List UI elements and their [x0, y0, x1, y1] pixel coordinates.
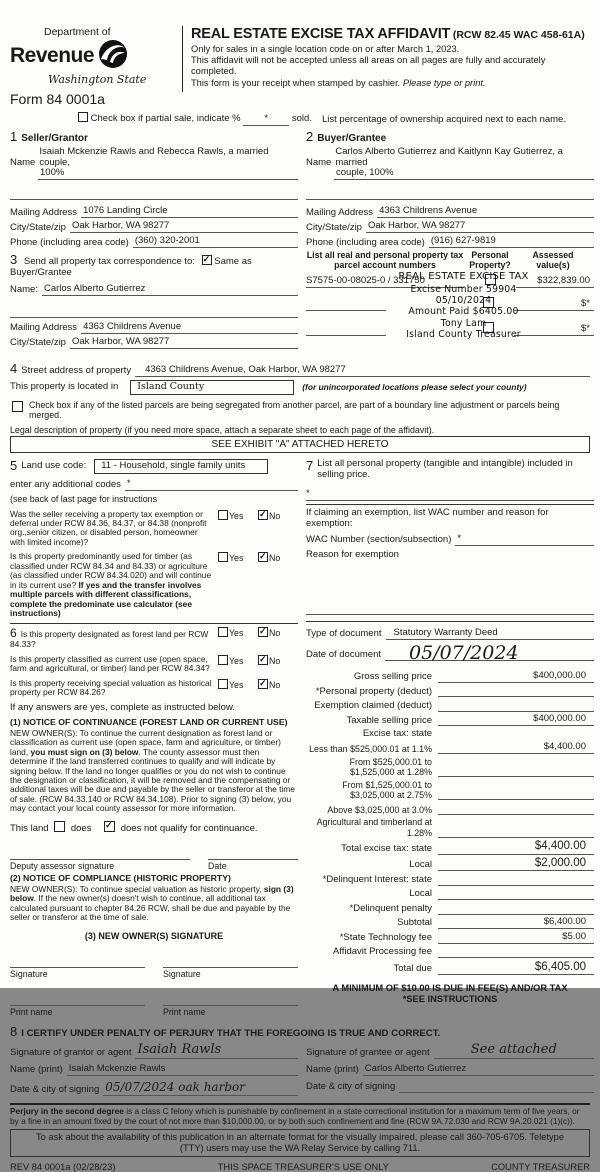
buyer-name-label: Name — [306, 156, 332, 168]
located-in-label: This property is located in — [10, 381, 119, 393]
assessed-value-1[interactable]: $322,839.00 — [516, 276, 594, 288]
date-of-document-value[interactable]: 05/07/2024 — [385, 646, 594, 661]
grantee-signature-value[interactable]: See attached — [434, 1043, 594, 1059]
tax-label-personal-deduct: *Personal property (deduct) — [315, 685, 432, 697]
grantor-printname-value[interactable]: Isaiah Mckenzie Rawls — [67, 1064, 298, 1076]
grantee-signature-label: Signature of grantee or agent — [306, 1047, 430, 1059]
tax-value-exemption-deduct[interactable] — [438, 700, 594, 712]
grantee-datecity-label: Date & city of signing — [306, 1081, 396, 1093]
stamp-line-1: REAL ESTATE EXCISE TAX — [398, 271, 529, 283]
type-of-document-value[interactable]: Statutory Warranty Deed — [386, 628, 594, 640]
buyer-name-line2[interactable]: couple, 100% — [334, 168, 594, 180]
buyer-name-line1[interactable]: Carlos Alberto Gutierrez and Kaitlynn Kay Gutierrez, a married — [335, 145, 563, 168]
stamp-line-2: Excise Number 59904 — [410, 283, 517, 295]
treasurer-use-label: THIS SPACE TREASURER'S USE ONLY — [217, 1161, 389, 1172]
seller-column — [10, 130, 298, 353]
no-label: No — [269, 627, 281, 638]
tax-computation-table — [306, 671, 594, 975]
historic-no-checkbox[interactable] — [258, 679, 268, 689]
does-not-label: does not qualify for continuance. — [120, 822, 258, 834]
tax-label-total-local: Local — [409, 859, 432, 871]
county-select[interactable]: Island County — [130, 380, 294, 395]
form-title-rcw: (RCW 82.45 WAC 458-61A) — [452, 29, 585, 41]
buyer-mailing-label: Mailing Address — [306, 206, 374, 218]
notice-compliance-title: (2) NOTICE OF COMPLIANCE (HISTORIC PROPERTY) — [10, 872, 231, 883]
section-1-number: 1 — [10, 128, 18, 144]
stamp-line-5: Tony Lam — [440, 317, 487, 329]
tax-label-delinq-interest-local: Local — [409, 888, 432, 900]
owner-signature-line-2[interactable] — [163, 955, 298, 968]
wac-number-field[interactable]: * — [455, 534, 594, 546]
taxcorr-city-label: City/State/zip — [10, 337, 66, 349]
buyer-mailing-value[interactable]: 4363 Childrens Avenue — [377, 206, 594, 218]
yes-label: Yes — [229, 627, 244, 638]
owner-signature-row — [10, 955, 298, 979]
buyer-column — [306, 130, 594, 353]
yes-label: Yes — [229, 510, 244, 521]
tax-label-tier4: Above $3,025,000 at 3.0% — [327, 804, 432, 815]
partial-sale-label: Check box if partial sale, indicate % — [90, 112, 241, 124]
historic-question: Is this property receiving special valuation as historical property per RCW 84.26? — [10, 677, 212, 698]
tax-value-total-local[interactable]: $2,000.00 — [438, 857, 594, 871]
exemption-no-checkbox[interactable] — [258, 510, 268, 520]
exemption-question: Was the seller receiving a property tax exemption or deferral under RCW 84.36, 84.37, or 84.38 (nonprofit org.,senior citizen, or disabled person, homeowner with limited income)? — [10, 508, 207, 547]
tax-label-tier2: From $525,000.01 to $1,525,000 at 1.28% — [349, 756, 432, 778]
minimum-due-note: A MINIMUM OF $10.00 IS DUE IN FEE(S) AND/OR TAX — [332, 983, 568, 994]
no-label: No — [269, 553, 281, 564]
tax-value-tier2[interactable] — [438, 765, 594, 777]
tax-value-tier3[interactable] — [438, 788, 594, 800]
notice-continuance-body: NEW OWNER(S): To continue the current designation as forest land or classification as current use (open space, farm and agriculture, or timber) land, you must sign on (3) below. The county assessor must then determine if the land transferred continues to qualify and will indicate by signing below. If the land no longer qualifies or you do not wish to continue the designation or classification, it will be removed and the compensating or additional taxes will be due and payable by the seller or transferor at the time of sale. (RCW 84.33.140 or RCW 84.34.108). Prior to signing (3) below, you may contact your local county assessor for more information. — [10, 727, 295, 814]
accessibility-notice: To ask about the availability of this publication in an alternate format for the visually impaired, please call 360-705-6705. Teletype (TTY) users may use the WA Relay Service by calling 711. — [10, 1129, 590, 1156]
taxcorr-mailing-label: Mailing Address — [10, 322, 78, 334]
street-address-label: Street address of property — [21, 365, 132, 377]
county-treasurer-label: COUNTY TREASURER — [491, 1161, 590, 1172]
see-back-note: (see back of last page for instructions — [10, 494, 158, 505]
forest-question: 6 Is this property designated as forest land per RCW 84.33? — [10, 625, 209, 650]
assessed-value-col-header: Assessed value(s) — [532, 250, 574, 270]
additional-codes-label: enter any additional codes — [10, 479, 121, 491]
stamp-line-6: Island County Treasurer — [406, 328, 521, 340]
owner-printname-line-1[interactable] — [10, 993, 145, 1006]
section-8 — [10, 1025, 590, 1099]
no-label: No — [269, 655, 281, 666]
forest-question-row — [10, 627, 298, 650]
taxcorr-city-value[interactable]: Oak Harbor, WA 98277 — [70, 337, 298, 349]
date-of-document-label: Date of document — [306, 649, 381, 661]
notice-compliance-body: NEW OWNER(S): To continue special valuation as historic property, sign (3) below. If the new owner(s) doesn't wish to continue, all additional tax calculated pursuant to chapter 84.26 RCW, shall be due and payable by the seller or transferor at the time of sale. — [10, 883, 294, 923]
parcel-col-header: List all real and personal property tax parcel account numbers — [306, 250, 464, 270]
buyer-phone-label: Phone (including area code) — [306, 236, 425, 248]
tax-label-excise-state: Excise tax: state — [362, 728, 432, 740]
see-instructions-note: *SEE INSTRUCTIONS — [402, 993, 498, 1004]
treasurer-stamp — [356, 271, 571, 340]
seller-phone-value[interactable]: (360) 320-2001 — [133, 236, 298, 248]
tax-label-processing-fee: Affidavit Processing fee — [332, 946, 432, 958]
section-2-number: 2 — [306, 128, 314, 144]
subtitle-3: This form is your receipt when stamped by cashier. Please type or print. — [191, 77, 486, 88]
buyer-phone-value[interactable]: (916) 627-9819 — [429, 236, 594, 248]
owner-printname-label-2: Print name — [163, 1007, 206, 1018]
taxcorr-mailing-value[interactable]: 4363 Childrens Avenue — [81, 322, 298, 334]
if-any-note: If any answers are yes, complete as instructed below. — [10, 701, 235, 713]
timber-question: Is this property predominantly used for timber (as classified under RCW 84.34 and 84.33) or agriculture (as classified under RCW 84.34.020) and will continue in its current use? If yes and the transfer involves multiple parcels with different classifications, complete the predominate use calculator (see instructions) — [10, 551, 212, 619]
tax-label-tech-fee: *State Technology fee — [339, 931, 432, 943]
personal-property-col-header: Personal Property? — [469, 250, 511, 270]
ownership-note: List percentage of ownership acquired next to each name. — [322, 113, 566, 125]
land-use-select[interactable]: 11 - Household, single family units — [94, 459, 268, 474]
section-3-row — [10, 253, 298, 279]
buyer-city-label: City/State/zip — [306, 221, 362, 233]
tax-value-total-due[interactable]: $6,405.00 — [438, 961, 594, 975]
taxcorr-extra-line[interactable] — [10, 306, 298, 318]
currentuse-question: Is this property classified as current use (open space, farm and agricultural, or timber) land per RCW 84.34? — [10, 653, 210, 674]
section-3-number: 3 — [10, 252, 18, 268]
tax-value-delinq-penalty[interactable] — [438, 903, 594, 915]
deputy-date-line[interactable] — [208, 847, 298, 860]
type-of-document-label: Type of document — [306, 628, 382, 640]
currentuse-yes-checkbox[interactable] — [218, 655, 228, 665]
form-number: Form 84 0001a — [10, 90, 105, 107]
assessed-value-3[interactable]: $* — [514, 324, 594, 336]
does-checkbox[interactable] — [54, 821, 65, 832]
currentuse-no-checkbox[interactable] — [258, 655, 268, 665]
personal-property-intro: List all personal property (tangible and intangible) included in selling price. — [317, 458, 573, 481]
seller-city-label: City/State/zip — [10, 221, 66, 233]
header-divider — [182, 26, 183, 92]
tax-value-taxable[interactable]: $400,000.00 — [438, 714, 594, 726]
partial-sale-row — [10, 112, 590, 126]
section-5-number: 5 — [10, 458, 18, 474]
county-note: (for unincorporated locations please select your county) — [302, 381, 527, 392]
washington-state-label: Washington State — [48, 72, 147, 86]
no-label: No — [269, 679, 281, 690]
owner-signature-label-2: Signature — [163, 969, 201, 980]
this-land-label: This land — [10, 822, 49, 834]
section-4 — [10, 362, 590, 453]
seller-name-line1[interactable]: Isaiah Mckenzie Rawls and Rebecca Rawls, a married couple, — [39, 145, 269, 168]
tax-label-subtotal: Subtotal — [397, 917, 432, 929]
grantor-signature-label: Signature of grantor or agent — [10, 1047, 132, 1059]
grantor-datecity-label: Date & city of signing — [10, 1084, 100, 1096]
section-2-title: Buyer/Grantee — [317, 132, 387, 144]
forest-no-checkbox[interactable] — [258, 627, 268, 637]
perjury-notice: Perjury in the second degree is a class C felony which is punishable by confinement in a state correctional institution for a maximum term of five years, or by a fine in an amount fixed by the court of not more than $10,000.00, or by both such confinement and fine (RCW 9A.72.030 and RCW 9A.20.021 (1)(c)). — [10, 1103, 590, 1126]
wac-number-label: WAC Number (section/subsection) — [306, 534, 452, 546]
section-1-title: Seller/Grantor — [21, 132, 88, 144]
subtitle-1: Only for sales in a single location code on or after March 1, 2023. — [191, 43, 460, 54]
footer-row — [10, 1162, 590, 1172]
section-4-number: 4 — [10, 361, 18, 377]
right-column-7-tax — [306, 459, 594, 1017]
deputy-signature-label: Deputy assessor signature — [10, 860, 115, 871]
tax-label-total-state: Total excise tax: state — [341, 842, 432, 854]
form-title: REAL ESTATE EXCISE TAX AFFIDAVIT — [191, 26, 451, 42]
deputy-signature-row — [10, 847, 298, 871]
grantee-datecity-value[interactable] — [399, 1081, 594, 1093]
grantor-datecity-value[interactable]: 05/07/2024 oak harbor — [103, 1081, 298, 1096]
tax-label-tier3: From $1,525,000.01 to $3,025,000 at 2.75% — [342, 779, 432, 801]
seller-name-extra-line[interactable] — [10, 188, 298, 200]
timber-no-checkbox[interactable] — [258, 552, 268, 562]
yes-label: Yes — [229, 679, 244, 690]
tax-value-tech-fee[interactable]: $5.00 — [438, 932, 594, 944]
taxcorr-name-label: Name: — [10, 284, 38, 296]
seller-name-line2[interactable]: 100% — [38, 168, 298, 180]
timber-question-row — [10, 552, 298, 618]
no-label: No — [269, 510, 281, 521]
tax-label-gross: Gross selling price — [353, 671, 432, 683]
title-block — [191, 26, 590, 88]
deputy-date-label: Date — [208, 860, 227, 871]
exemption-yes-checkbox[interactable] — [218, 510, 228, 520]
left-column-5-6 — [10, 459, 298, 1017]
timber-yes-checkbox[interactable] — [218, 552, 228, 562]
form-header — [10, 26, 590, 107]
segregated-label: Check box if any of the listed parcels are being segregated from another parcel, are part of a boundary line adjustment or parcels being merged. — [29, 400, 560, 421]
tax-value-personal-deduct[interactable] — [438, 685, 594, 697]
owner-printname-line-2[interactable] — [163, 993, 298, 1006]
deputy-signature-line[interactable] — [10, 847, 190, 860]
seller-name-label: Name — [10, 156, 36, 168]
buyer-name-extra-line[interactable] — [306, 188, 594, 200]
grantor-printname-label: Name (print) — [10, 1064, 63, 1076]
tax-value-total-state[interactable]: $4,400.00 — [438, 840, 594, 854]
does-label: does — [70, 822, 92, 834]
segregated-checkbox[interactable] — [12, 401, 23, 412]
please-type-note: Please type or print. — [402, 77, 486, 88]
parcel-number-1[interactable]: S7575-00-08025-0 / 331750 — [306, 276, 464, 288]
grantee-printname-value[interactable]: Carlos Alberto Gutierrez — [363, 1064, 594, 1076]
subtitle-2: This affidavit will not be accepted unless all areas on all pages are fully and accurately completed. — [191, 55, 546, 77]
tax-value-delinq-interest-state[interactable] — [438, 874, 594, 886]
seller-mailing-value[interactable]: 1076 Landing Circle — [81, 206, 298, 218]
owner-printname-label-1: Print name — [10, 1007, 53, 1018]
reason-exemption-label: Reason for exemption — [306, 549, 399, 561]
forest-yes-checkbox[interactable] — [218, 627, 228, 637]
new-owner-signature-title: (3) NEW OWNER(S) SIGNATURE — [84, 930, 224, 941]
seller-mailing-label: Mailing Address — [10, 206, 78, 218]
tax-label-delinq-interest-state: *Delinquent Interest: state — [322, 873, 432, 885]
land-qualify-row — [10, 821, 298, 835]
section-6-divider — [10, 623, 298, 624]
tax-label-taxable: Taxable selling price — [346, 714, 432, 726]
seller-city-value[interactable]: Oak Harbor, WA 98277 — [70, 221, 298, 233]
reason-exemption-field[interactable] — [306, 603, 594, 615]
exemption-question-row — [10, 510, 298, 548]
notice-continuance-title: (1) NOTICE OF CONTINUANCE (FOREST LAND OR CURRENT USE) — [10, 716, 288, 727]
historic-question-row — [10, 679, 298, 698]
does-not-checkbox[interactable] — [104, 821, 115, 832]
owner-printname-row — [10, 993, 298, 1017]
tax-value-subtotal[interactable]: $6,400.00 — [438, 917, 594, 929]
tax-value-gross[interactable]: $400,000.00 — [438, 671, 594, 683]
agency-block — [10, 26, 182, 107]
parcel-table-header — [306, 251, 594, 270]
grantor-signature-value[interactable]: Isaiah Rawls — [135, 1043, 298, 1059]
assessed-value-2[interactable]: $* — [514, 299, 594, 311]
land-use-label: Land use code: — [21, 460, 87, 472]
same-as-buyer-checkbox[interactable] — [202, 255, 212, 265]
owner-signature-label-1: Signature — [10, 969, 48, 980]
certify-statement: I CERTIFY UNDER PENALTY OF PERJURY THAT THE FOREGOING IS TRUE AND CORRECT. — [21, 1028, 441, 1040]
taxcorr-name-value[interactable]: Carlos Alberto Gutierrez — [42, 284, 298, 296]
legal-description-value[interactable]: SEE EXHIBIT "A" ATTACHED HERETO — [10, 436, 590, 454]
parcel-table — [306, 250, 594, 340]
tax-value-agtimber[interactable] — [438, 826, 594, 838]
same-as-buyer-label: Same as Buyer/Grantee — [10, 256, 252, 279]
partial-sale-percent-field[interactable]: * — [243, 114, 289, 126]
stamp-line-3: 05/10/2024 — [435, 294, 492, 306]
rev-number: REV 84 0001a (02/28/23) — [10, 1161, 116, 1172]
tax-value-delinq-interest-local[interactable] — [438, 888, 594, 900]
tax-value-processing-fee[interactable] — [438, 946, 594, 958]
tax-value-tier1[interactable]: $4,400.00 — [438, 742, 594, 754]
buyer-city-value[interactable]: Oak Harbor, WA 98277 — [366, 221, 594, 233]
yes-label: Yes — [229, 655, 244, 666]
section-8-number: 8 — [10, 1024, 18, 1040]
exemption-claim-label: If claiming an exemption, list WAC number and reason for exemption: — [306, 507, 549, 530]
currentuse-question-row — [10, 655, 298, 674]
tax-label-delinq-penalty: *Delinquent penalty — [349, 902, 432, 914]
owner-signature-line-1[interactable] — [10, 955, 145, 968]
tax-value-excise-state — [438, 729, 594, 740]
tax-label-tier1: Less than $525,000.01 at 1.1% — [309, 744, 432, 755]
personal-property-list-field[interactable]: * — [306, 489, 594, 501]
historic-yes-checkbox[interactable] — [218, 679, 228, 689]
revenue-wordmark: Revenue — [10, 43, 95, 67]
grantee-printname-label: Name (print) — [306, 1064, 359, 1076]
legal-description-label: Legal description of property (if you need more space, attach a separate sheet to each page of the affidavit). — [10, 424, 435, 435]
tax-label-exemption-deduct: Exemption claimed (deduct) — [314, 700, 432, 712]
tax-label-agtimber: Agricultural and timberland at 1.28% — [316, 817, 432, 838]
stamp-line-4: Amount Paid $6405.00 — [408, 306, 519, 318]
street-address-value[interactable]: 4363 Childrens Avenue, Oak Harbor, WA 98277 — [135, 365, 590, 377]
revenue-logo-icon — [96, 38, 130, 74]
tax-value-tier4[interactable] — [438, 803, 594, 815]
seller-phone-label: Phone (including area code) — [10, 236, 129, 248]
tax-label-total-due: Total due — [393, 963, 432, 975]
section-7-number: 7 — [306, 458, 314, 474]
partial-sale-checkbox[interactable] — [78, 112, 88, 122]
dept-of-label: Department of — [44, 26, 111, 38]
yes-label: Yes — [229, 553, 244, 564]
additional-codes-value[interactable]: * — [125, 479, 298, 491]
section-3-label: Send all property tax correspondence to: — [23, 256, 195, 268]
partial-sale-sold-label: sold. — [291, 112, 312, 124]
